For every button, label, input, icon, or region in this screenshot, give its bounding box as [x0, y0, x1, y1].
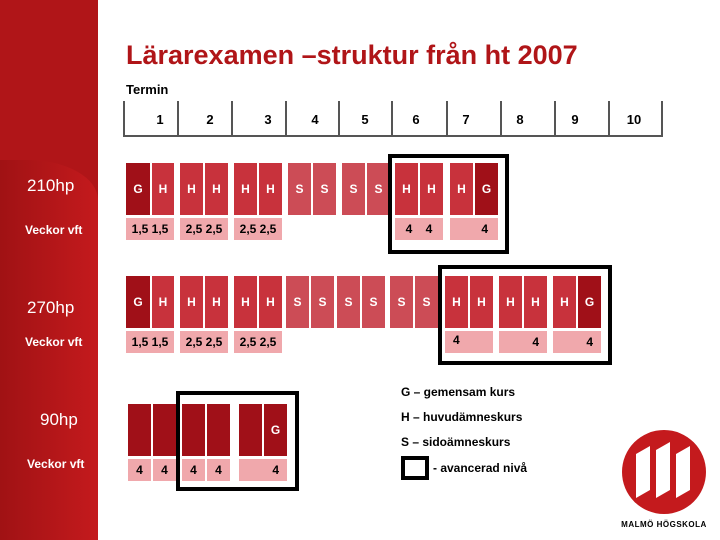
veckor-value: 1,5 1,5: [125, 330, 175, 354]
course-block: S: [341, 162, 366, 216]
term-2: 2: [206, 111, 214, 127]
term-divider: [661, 101, 663, 137]
course-block: G: [263, 403, 288, 457]
termin-label: Termin: [126, 82, 169, 97]
course-block: [127, 403, 152, 457]
course-block: S: [285, 275, 310, 329]
course-block: S: [414, 275, 439, 329]
term-5: 5: [361, 111, 369, 127]
course-block: H: [394, 162, 419, 216]
veckor-value: 2,5 2,5: [179, 330, 229, 354]
course-block: H: [469, 275, 494, 329]
course-block: H: [523, 275, 548, 329]
veckor-value: 4: [152, 458, 177, 482]
course-block: H: [444, 275, 469, 329]
veckor-value: 4: [127, 458, 152, 482]
veckor-value-text: 4: [272, 463, 279, 477]
veckor-value-text: 4: [532, 335, 539, 349]
veckor-value-text: 4: [586, 335, 593, 349]
term-4: 4: [311, 111, 319, 127]
course-block: H: [204, 275, 229, 329]
term-3: 3: [264, 111, 272, 127]
course-block: G: [577, 275, 602, 329]
term-divider: [285, 101, 287, 137]
course-block: H: [552, 275, 577, 329]
advanced-level-frame: [388, 154, 509, 254]
course-block: G: [474, 162, 499, 216]
logo-wordmark: MALMÖ HÖGSKOLA: [621, 520, 707, 529]
course-block: H: [449, 162, 474, 216]
course-block: S: [361, 275, 386, 329]
term-1: 1: [156, 111, 164, 127]
course-block: H: [179, 162, 204, 216]
veckor-value: 4 4: [394, 217, 444, 241]
term-7: 7: [462, 111, 470, 127]
course-block: S: [336, 275, 361, 329]
veckor-value-text: 4: [453, 333, 460, 348]
course-block: H: [258, 162, 283, 216]
course-block: H: [151, 275, 175, 329]
course-block: H: [258, 275, 283, 329]
sidebar-curve: [0, 160, 98, 540]
legend-s: S – sidoämneskurs: [401, 435, 511, 449]
veckor-value: 4: [181, 458, 206, 482]
row-label-270hp: 270hp: [27, 298, 75, 317]
veckor-value-text: 4: [481, 222, 488, 236]
course-block: S: [310, 275, 335, 329]
legend-h: H – huvudämneskurs: [401, 410, 523, 424]
term-divider: [391, 101, 393, 137]
veckor-label-270hp: Veckor vft: [25, 335, 83, 349]
row-label-90hp: 90hp: [40, 410, 78, 429]
term-divider: [231, 101, 233, 137]
term-6: 6: [412, 111, 420, 127]
page-title: Lärarexamen –struktur från ht 2007: [126, 40, 578, 70]
course-block: H: [419, 162, 444, 216]
course-block: S: [287, 162, 312, 216]
veckor-label-210hp: Veckor vft: [25, 223, 83, 237]
veckor-value: 2,5 2,5: [233, 330, 283, 354]
course-block: H: [498, 275, 523, 329]
legend-frame-swatch: [401, 456, 429, 480]
course-block: H: [151, 162, 175, 216]
legend-advanced: - avancerad nivå: [433, 461, 528, 475]
legend-g: G – gemensam kurs: [401, 385, 516, 399]
course-block: H: [233, 275, 258, 329]
course-block: H: [233, 162, 258, 216]
course-block: G: [125, 275, 151, 329]
course-block: G: [125, 162, 151, 216]
term-divider: [177, 101, 179, 137]
term-divider: [608, 101, 610, 137]
veckor-value: 2,5 2,5: [233, 217, 283, 241]
advanced-level-frame: [176, 391, 299, 491]
term-divider: [338, 101, 340, 137]
advanced-level-frame: [438, 265, 612, 365]
term-baseline: [123, 135, 663, 137]
term-10: 10: [626, 111, 642, 127]
course-block: S: [312, 162, 337, 216]
veckor-value: 4: [206, 458, 231, 482]
row-label-210hp: 210hp: [27, 176, 75, 195]
course-block: [152, 403, 177, 457]
term-8: 8: [516, 111, 524, 127]
veckor-value: 2,5 2,5: [179, 217, 229, 241]
veckor-value: 1,5 1,5: [125, 217, 175, 241]
course-block: S: [389, 275, 414, 329]
course-block: S: [366, 162, 391, 216]
term-9: 9: [571, 111, 579, 127]
veckor-label-90hp: Veckor vft: [27, 457, 85, 471]
course-block: H: [179, 275, 204, 329]
course-block: H: [204, 162, 229, 216]
term-divider: [123, 101, 125, 137]
